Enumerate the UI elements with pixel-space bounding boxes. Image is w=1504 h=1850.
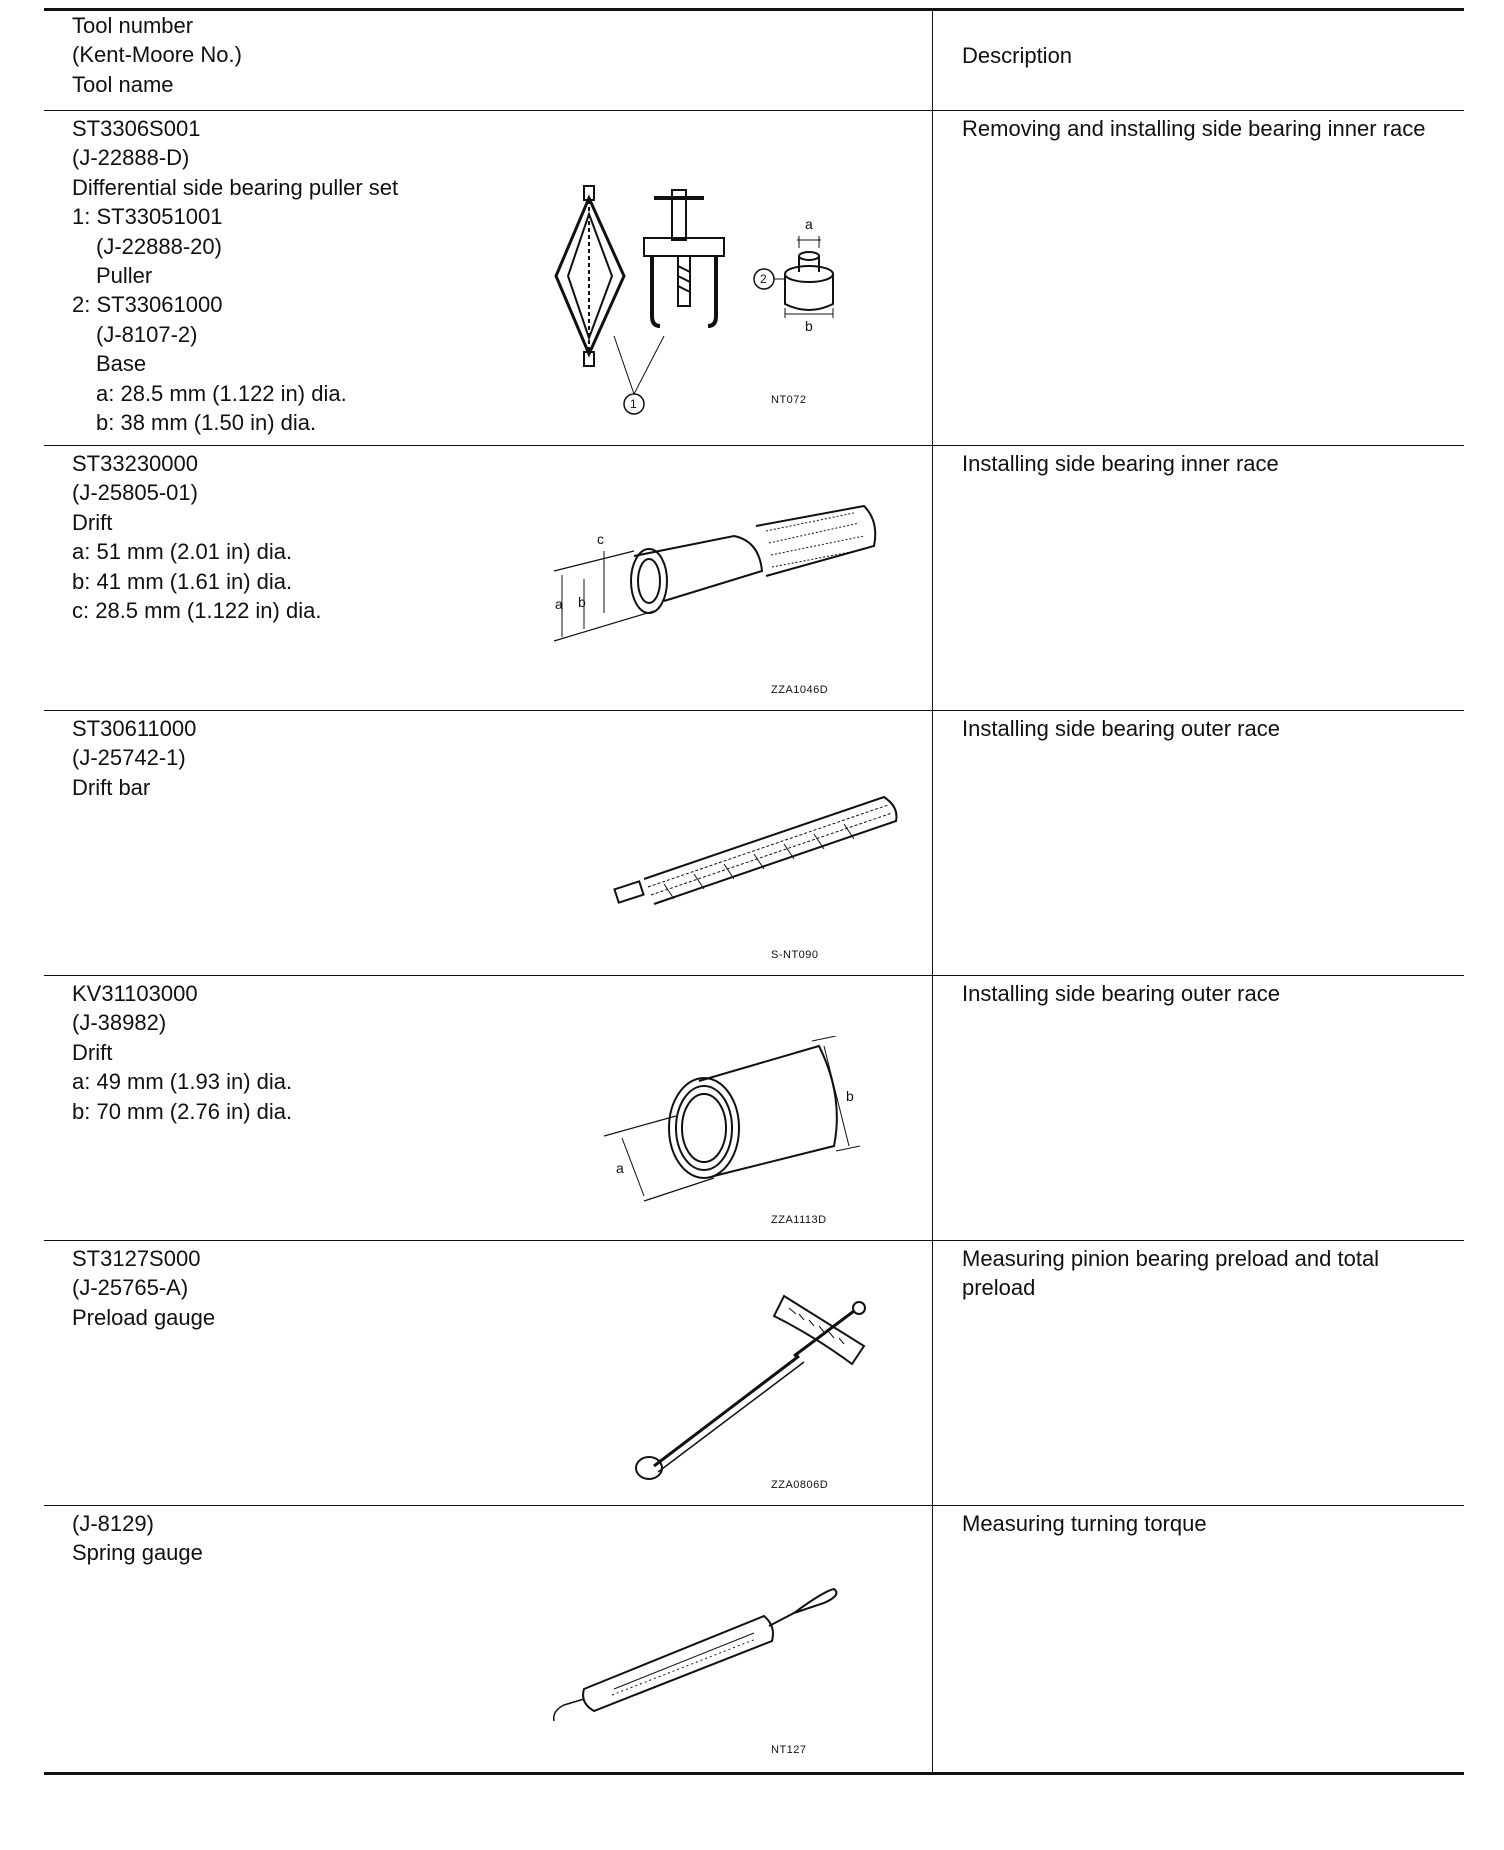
- figure-code: NT072: [771, 394, 807, 406]
- figure-code: S-NT090: [771, 949, 819, 961]
- table-row: [44, 446, 1464, 711]
- figure-code: NT127: [771, 1744, 807, 1756]
- part-1-number: 1: ST33051001: [72, 204, 223, 230]
- tool-name: Differential side bearing puller set: [72, 174, 399, 200]
- table-row: [44, 976, 1464, 1241]
- label-a: a: [555, 596, 564, 612]
- tool-number: ST3306S001: [72, 116, 201, 141]
- tool-description: Removing and installing side bearing inner race: [962, 116, 1426, 141]
- drift-illustration: [534, 501, 934, 681]
- preload-gauge-illustration: [624, 1286, 884, 1486]
- header-tool-column: [72, 11, 242, 99]
- part-1-name: Puller: [96, 263, 153, 289]
- callout-2: 2: [760, 272, 768, 286]
- table-row: [44, 1241, 1464, 1506]
- kent-moore-number: (J-38982): [72, 1010, 167, 1036]
- table-row: [44, 1506, 1464, 1772]
- tool-info: [72, 114, 398, 437]
- kent-moore-number: (J-8129): [72, 1511, 154, 1536]
- header-kent-moore: (Kent-Moore No.): [72, 42, 242, 68]
- label-c: c: [597, 531, 605, 547]
- tool-description: Installing side bearing outer race: [962, 981, 1280, 1006]
- spring-gauge-illustration: [524, 1571, 844, 1721]
- table-header-row: [44, 8, 1464, 111]
- label-b: b: [805, 318, 814, 334]
- tool-description: Installing side bearing inner race: [962, 451, 1279, 476]
- tool-info: [72, 979, 292, 1126]
- tool-name: Spring gauge: [72, 1540, 203, 1566]
- tool-name: Drift bar: [72, 774, 151, 800]
- kent-moore-number: (J-25765-A): [72, 1275, 189, 1301]
- tool-description: Installing side bearing outer race: [962, 716, 1280, 741]
- label-b: b: [578, 594, 587, 610]
- dimension-a: a: 51 mm (2.01 in) dia.: [72, 539, 293, 565]
- dimension-b: b: 41 mm (1.61 in) dia.: [72, 568, 293, 594]
- dimension-a: a: 28.5 mm (1.122 in) dia.: [96, 380, 347, 406]
- header-tool-name: Tool name: [72, 71, 174, 97]
- puller-set-illustration: [544, 176, 944, 436]
- table-row: [44, 711, 1464, 976]
- tool-description: Measuring pinion bearing preload and total preload: [962, 1246, 1380, 1301]
- figure-code: ZZA1046D: [771, 684, 829, 696]
- kent-moore-number: (J-25742-1): [72, 745, 186, 771]
- kent-moore-number: (J-25805-01): [72, 480, 198, 506]
- tool-number: ST30611000: [72, 716, 197, 741]
- figure-code: ZZA0806D: [771, 1479, 829, 1491]
- tool-number: ST3127S000: [72, 1246, 201, 1271]
- tool-name: Preload gauge: [72, 1304, 216, 1330]
- tool-info: [72, 714, 196, 802]
- label-a: a: [616, 1160, 625, 1176]
- drift-kv-illustration: [604, 1036, 904, 1216]
- tool-info: [72, 1509, 203, 1568]
- tool-info: [72, 449, 321, 625]
- kent-moore-number: (J-22888-D): [72, 145, 190, 171]
- dimension-b: b: 38 mm (1.50 in) dia.: [96, 410, 317, 436]
- table-bottom-rule: [44, 1772, 1464, 1775]
- header-description: Description: [962, 43, 1073, 68]
- table-row: [44, 111, 1464, 446]
- part-2-kent-moore: (J-8107-2): [96, 321, 198, 347]
- dimension-c: c: 28.5 mm (1.122 in) dia.: [72, 598, 322, 624]
- tool-name: Drift: [72, 509, 113, 535]
- part-2-number: 2: ST33061000: [72, 292, 223, 318]
- label-b: b: [846, 1088, 855, 1104]
- drift-bar-illustration: [604, 789, 914, 909]
- part-1-kent-moore: (J-22888-20): [96, 233, 222, 259]
- tool-number: ST33230000: [72, 451, 198, 476]
- tool-name: Drift: [72, 1039, 113, 1065]
- header-tool-number: Tool number: [72, 13, 194, 38]
- tool-number: KV31103000: [72, 981, 198, 1006]
- dimension-b: b: 70 mm (2.76 in) dia.: [72, 1098, 293, 1124]
- callout-1: 1: [630, 397, 638, 411]
- tool-info: [72, 1244, 215, 1332]
- tool-description: Measuring turning torque: [962, 1511, 1207, 1536]
- dimension-a: a: 49 mm (1.93 in) dia.: [72, 1069, 293, 1095]
- figure-code: ZZA1113D: [771, 1214, 827, 1226]
- part-2-name: Base: [96, 351, 147, 377]
- label-a: a: [805, 216, 814, 232]
